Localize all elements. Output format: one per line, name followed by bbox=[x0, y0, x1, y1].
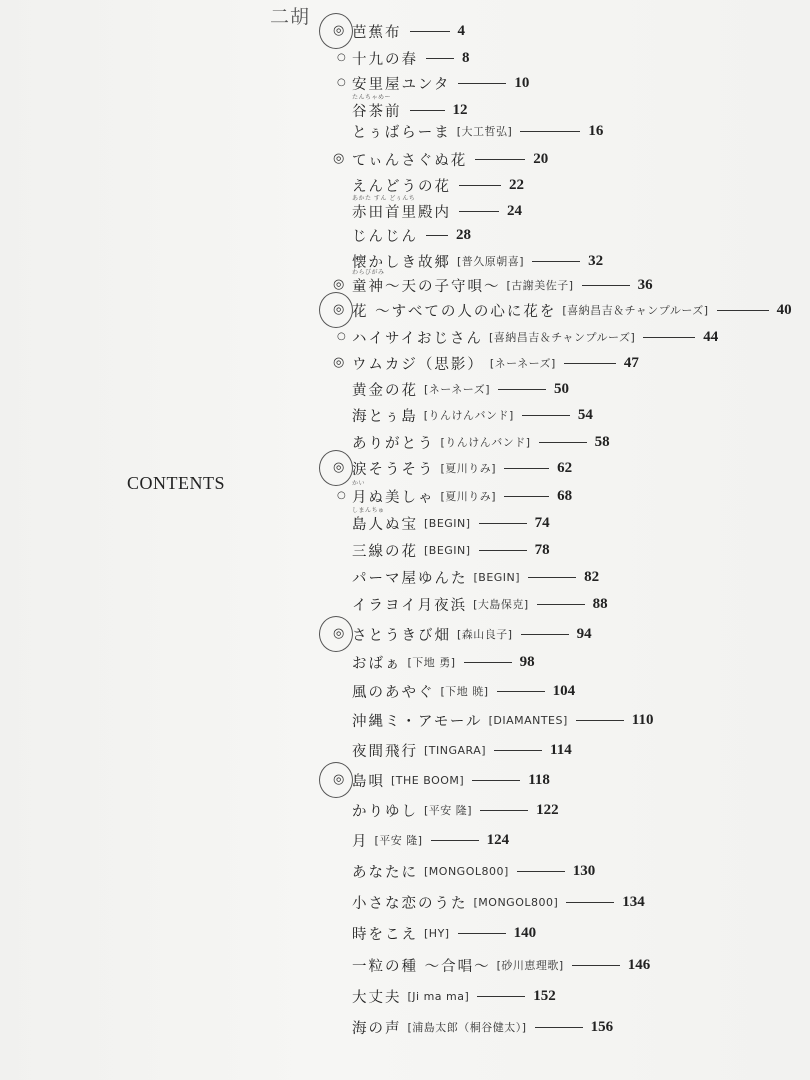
toc-entry bbox=[352, 324, 718, 350]
toc-artist: [THE BOOM] bbox=[391, 773, 465, 787]
toc-artist: [TINGARA] bbox=[424, 743, 487, 757]
toc-leader-line bbox=[582, 285, 630, 286]
double-circle-mark-icon: ◎ bbox=[333, 302, 345, 317]
toc-leader-line bbox=[464, 662, 512, 663]
toc-title: 大丈夫 bbox=[352, 989, 402, 1006]
toc-page-number: 20 bbox=[533, 150, 549, 167]
toc-title-wrap bbox=[352, 73, 450, 94]
toc-entry bbox=[352, 827, 509, 853]
double-circle-mark-icon: ◎ bbox=[333, 277, 345, 292]
toc-title: 涙そうそう bbox=[352, 461, 435, 478]
pen-circle-annotation bbox=[319, 616, 353, 652]
toc-page-number: 22 bbox=[509, 176, 524, 193]
toc-page-number: 88 bbox=[592, 595, 608, 612]
toc-title: 風のあやぐ bbox=[352, 684, 435, 701]
pen-circle-annotation bbox=[319, 762, 353, 798]
toc-entry bbox=[352, 146, 548, 172]
toc-title: 沖縄ミ・アモール bbox=[352, 713, 483, 730]
toc-page-number: 36 bbox=[637, 276, 653, 293]
toc-page-number: 54 bbox=[577, 406, 593, 423]
toc-artist: [MONGOL800] bbox=[473, 895, 559, 909]
toc-page-number: 118 bbox=[528, 771, 550, 788]
toc-entry bbox=[352, 767, 550, 793]
double-circle-mark-icon: ◎ bbox=[333, 460, 345, 475]
toc-leader-line bbox=[539, 442, 587, 443]
toc-leader-line bbox=[494, 750, 542, 751]
toc-title-wrap bbox=[352, 194, 451, 222]
toc-title-wrap bbox=[352, 479, 435, 507]
toc-ruby: わらびがみ bbox=[352, 268, 385, 276]
toc-artist: [ネーネーズ] bbox=[424, 383, 490, 396]
toc-artist: [森山良子] bbox=[457, 628, 513, 641]
toc-entry bbox=[352, 537, 550, 563]
toc-page-number: 40 bbox=[776, 301, 792, 318]
toc-title-wrap bbox=[352, 506, 418, 534]
toc-leader-line bbox=[517, 871, 565, 872]
toc-leader-line bbox=[479, 523, 527, 524]
circle-mark-icon: ○ bbox=[337, 52, 346, 63]
pen-circle-annotation bbox=[319, 450, 353, 486]
toc-leader-line bbox=[643, 337, 695, 338]
toc-title-wrap bbox=[352, 594, 467, 615]
toc-entry bbox=[352, 920, 536, 946]
toc-leader-line bbox=[410, 31, 450, 32]
toc-page-number: 122 bbox=[536, 801, 559, 818]
toc-artist: [ネーネーズ] bbox=[489, 357, 556, 370]
toc-title: とぅばらーま bbox=[352, 124, 451, 141]
toc-page-number: 47 bbox=[623, 354, 639, 371]
toc-artist: [りんけんバンド] bbox=[440, 436, 531, 449]
toc-title: 芭蕉布 bbox=[352, 24, 402, 41]
toc-artist: [砂川恵理歌] bbox=[496, 959, 564, 972]
toc-leader-line bbox=[479, 550, 527, 551]
toc-entry bbox=[352, 18, 465, 44]
toc-leader-line bbox=[566, 902, 614, 903]
toc-ruby: あかた すん どぅんち bbox=[352, 194, 416, 202]
toc-leader-line bbox=[498, 389, 546, 390]
toc-artist: [下地 勇] bbox=[407, 656, 456, 669]
toc-page-number: 50 bbox=[553, 380, 569, 397]
toc-entry bbox=[352, 983, 556, 1009]
toc-title-wrap bbox=[352, 300, 556, 321]
toc-artist: [大工哲弘] bbox=[456, 125, 513, 138]
toc-entry bbox=[352, 678, 575, 704]
toc-title-wrap bbox=[352, 268, 501, 296]
toc-title-wrap bbox=[352, 861, 418, 882]
toc-page-number: 8 bbox=[462, 49, 470, 66]
toc-title-wrap bbox=[352, 540, 418, 561]
toc-title-wrap bbox=[352, 225, 418, 246]
toc-page-number: 28 bbox=[456, 226, 471, 243]
toc-leader-line bbox=[504, 496, 549, 497]
toc-artist: [BEGIN] bbox=[424, 516, 471, 530]
double-circle-mark-icon: ◎ bbox=[333, 355, 345, 370]
toc-title-wrap bbox=[352, 923, 418, 944]
toc-title-wrap bbox=[352, 986, 402, 1007]
toc-entry bbox=[352, 268, 653, 298]
toc-entry bbox=[352, 479, 573, 509]
toc-title-wrap bbox=[352, 770, 385, 791]
toc-title-wrap bbox=[352, 710, 483, 731]
toc-leader-line bbox=[477, 996, 525, 997]
toc-leader-line bbox=[520, 131, 580, 132]
toc-title: 時をこえ bbox=[352, 926, 418, 943]
toc-entry bbox=[352, 194, 522, 224]
toc-title: あなたに bbox=[352, 864, 418, 881]
toc-artist: [下地 暁] bbox=[440, 685, 489, 698]
toc-page-number: 98 bbox=[519, 653, 535, 670]
toc-artist: [Ji ma ma] bbox=[407, 989, 470, 1003]
toc-artist: [BEGIN] bbox=[473, 570, 521, 584]
toc-artist: [夏川りみ] bbox=[440, 462, 497, 475]
toc-page-number: 58 bbox=[594, 433, 610, 450]
toc-title: 花 ～すべての人の心に花を bbox=[352, 303, 557, 320]
toc-title-wrap bbox=[352, 830, 369, 851]
toc-artist: [平安 隆] bbox=[374, 834, 423, 847]
toc-page-number: 16 bbox=[588, 122, 604, 139]
toc-leader-line bbox=[521, 634, 569, 635]
toc-page-number: 124 bbox=[486, 831, 510, 848]
toc-entry bbox=[352, 45, 470, 71]
toc-page-number: 146 bbox=[627, 956, 651, 973]
toc-ruby: かい bbox=[352, 479, 366, 487]
toc-leader-line bbox=[472, 780, 520, 781]
toc-title: ウムカジ（思影） bbox=[352, 356, 484, 373]
circle-mark-icon: ○ bbox=[337, 331, 346, 342]
contents-heading: CONTENTS bbox=[127, 473, 225, 493]
toc-page-number: 152 bbox=[533, 987, 556, 1004]
toc-title-wrap bbox=[352, 48, 418, 69]
toc-leader-line bbox=[431, 840, 479, 841]
toc-title: てぃんさぐぬ花 bbox=[352, 152, 468, 169]
toc-entry bbox=[352, 402, 593, 428]
toc-artist: [喜納昌吉＆チャンプルーズ] bbox=[562, 304, 709, 317]
toc-page-number: 130 bbox=[572, 862, 596, 879]
toc-title: 童神～天の子守唄～ bbox=[352, 278, 501, 295]
toc-title: 小さな恋のうた bbox=[352, 895, 468, 912]
toc-page-number: 10 bbox=[514, 74, 530, 91]
toc-page-number: 82 bbox=[584, 568, 600, 585]
toc-page-number: 140 bbox=[513, 924, 537, 941]
toc-title-wrap bbox=[352, 740, 418, 761]
toc-title-wrap bbox=[352, 327, 483, 348]
toc-artist: [夏川りみ] bbox=[440, 490, 497, 503]
toc-ruby: しまんちゅ bbox=[352, 506, 385, 514]
toc-artist: [DIAMANTES] bbox=[488, 713, 568, 727]
toc-page-number: 104 bbox=[552, 682, 576, 699]
double-circle-mark-icon: ◎ bbox=[333, 772, 345, 787]
toc-title-wrap bbox=[352, 353, 484, 374]
toc-title-wrap bbox=[352, 432, 435, 453]
toc-title: 一粒の種 ～合唱～ bbox=[352, 958, 491, 975]
double-circle-mark-icon: ◎ bbox=[333, 23, 345, 38]
toc-entry bbox=[352, 350, 639, 376]
toc-leader-line bbox=[522, 415, 570, 416]
toc-artist: [浦島太郎（桐谷健太）] bbox=[407, 1021, 527, 1034]
toc-artist: [りんけんバンド] bbox=[423, 409, 514, 422]
toc-page-number: 62 bbox=[557, 459, 573, 476]
toc-title: 島人ぬ宝 bbox=[352, 516, 418, 533]
toc-title: 海とぅ島 bbox=[352, 408, 418, 425]
toc-artist: [古謝美佐子] bbox=[506, 279, 574, 292]
toc-page-number: 114 bbox=[550, 741, 572, 758]
toc-artist: [普久原朝喜] bbox=[457, 255, 525, 268]
toc-entry bbox=[352, 621, 592, 647]
toc-leader-line bbox=[459, 185, 501, 186]
circle-mark-icon: ○ bbox=[337, 490, 346, 501]
toc-title: えんどうの花 bbox=[352, 178, 451, 195]
toc-artist: [BEGIN] bbox=[424, 543, 471, 557]
toc-title: 安里屋ユンタ bbox=[352, 76, 451, 93]
toc-title: 海の声 bbox=[352, 1020, 402, 1037]
toc-entry bbox=[352, 376, 569, 402]
toc-title: 夜間飛行 bbox=[352, 743, 418, 760]
toc-page-number: 134 bbox=[622, 893, 645, 910]
toc-title: 月ぬ美しゃ bbox=[352, 489, 435, 506]
toc-title-wrap bbox=[352, 567, 468, 588]
handwritten-note: 二胡 bbox=[270, 6, 311, 28]
toc-entry bbox=[352, 737, 572, 763]
toc-entry bbox=[352, 591, 608, 617]
toc-leader-line bbox=[504, 468, 549, 469]
toc-leader-line bbox=[528, 577, 576, 578]
toc-entry bbox=[352, 455, 572, 481]
toc-title: かりゆし bbox=[352, 803, 418, 820]
toc-leader-line bbox=[572, 965, 620, 966]
toc-title: 懐かしき故郷 bbox=[352, 254, 451, 271]
toc-leader-line bbox=[717, 310, 769, 311]
toc-entry bbox=[352, 952, 650, 978]
toc-entry bbox=[352, 118, 603, 144]
toc-leader-line bbox=[537, 604, 585, 605]
toc-title: イラヨイ月夜浜 bbox=[352, 597, 468, 614]
toc-leader-line bbox=[480, 810, 528, 811]
toc-title-wrap bbox=[352, 681, 435, 702]
toc-title-wrap bbox=[352, 458, 435, 479]
toc-title-wrap bbox=[352, 1017, 402, 1038]
toc-leader-line bbox=[535, 1027, 583, 1028]
toc-title: パーマ屋ゆんた bbox=[352, 570, 468, 587]
toc-page-number: 32 bbox=[588, 252, 604, 269]
toc-title: 十九の春 bbox=[352, 51, 418, 68]
toc-entry bbox=[352, 649, 535, 675]
toc-artist: [MONGOL800] bbox=[424, 864, 509, 878]
circle-mark-icon: ○ bbox=[337, 77, 346, 88]
toc-page-number: 24 bbox=[507, 202, 522, 219]
toc-page-number: 44 bbox=[703, 328, 719, 345]
toc-page-number: 12 bbox=[452, 101, 468, 118]
toc-entry bbox=[352, 858, 595, 884]
toc-leader-line bbox=[532, 261, 580, 262]
toc-artist: [HY] bbox=[424, 926, 450, 940]
toc-entry bbox=[352, 889, 645, 915]
toc-title: じんじん bbox=[352, 228, 418, 245]
toc-title: 月 bbox=[352, 833, 369, 850]
toc-title-wrap bbox=[352, 892, 468, 913]
toc-entry bbox=[352, 297, 792, 323]
toc-entry bbox=[352, 506, 550, 536]
toc-entry bbox=[352, 248, 603, 274]
toc-leader-line bbox=[497, 691, 545, 692]
toc-title: ハイサイおじさん bbox=[352, 330, 483, 347]
toc-title-wrap bbox=[352, 21, 402, 42]
toc-title: おばぁ bbox=[352, 655, 402, 672]
toc-title-wrap bbox=[352, 652, 402, 673]
toc-page-number: 74 bbox=[534, 514, 550, 531]
toc-title: 三線の花 bbox=[352, 543, 418, 560]
toc-page-number: 78 bbox=[534, 541, 550, 558]
toc-title-wrap bbox=[352, 405, 418, 426]
double-circle-mark-icon: ◎ bbox=[333, 626, 345, 641]
toc-title: 赤田首里殿内 bbox=[352, 204, 451, 221]
pen-circle-annotation bbox=[319, 292, 353, 328]
toc-title-wrap bbox=[352, 121, 451, 142]
toc-leader-line bbox=[426, 58, 454, 59]
toc-page-number: 110 bbox=[631, 711, 654, 728]
toc-entry bbox=[352, 1014, 613, 1040]
toc-leader-line bbox=[459, 211, 499, 212]
toc-entry bbox=[352, 707, 653, 733]
toc-leader-line bbox=[576, 720, 624, 721]
toc-title-wrap bbox=[352, 800, 418, 821]
toc-title: 島唄 bbox=[352, 773, 385, 790]
toc-page-number: 94 bbox=[576, 625, 592, 642]
toc-ruby: たんちゃめー bbox=[352, 93, 392, 101]
toc-entry bbox=[352, 222, 471, 248]
pen-circle-annotation bbox=[319, 13, 353, 49]
toc-title: さとうきび畑 bbox=[352, 627, 451, 644]
toc-title: 黄金の花 bbox=[352, 382, 418, 399]
toc-leader-line bbox=[410, 110, 445, 111]
toc-leader-line bbox=[458, 933, 506, 934]
toc-entry bbox=[352, 797, 559, 823]
toc-page-number: 68 bbox=[557, 487, 573, 504]
toc-page-number: 4 bbox=[457, 22, 465, 39]
toc-title-wrap bbox=[352, 149, 467, 170]
toc-entry bbox=[352, 429, 610, 455]
toc-artist: [平安 隆] bbox=[424, 804, 473, 817]
toc-artist: [大島保克] bbox=[473, 598, 529, 611]
toc-title-wrap bbox=[352, 624, 451, 645]
toc-title: ありがとう bbox=[352, 435, 435, 452]
toc-entry bbox=[352, 564, 599, 590]
toc-title-wrap bbox=[352, 955, 491, 976]
toc-leader-line bbox=[458, 83, 506, 84]
toc-artist: [喜納昌吉＆チャンプルーズ] bbox=[488, 331, 636, 344]
toc-title: 谷茶前 bbox=[352, 103, 402, 120]
toc-leader-line bbox=[475, 159, 525, 160]
toc-page-number: 156 bbox=[590, 1018, 614, 1035]
toc-leader-line bbox=[426, 235, 448, 236]
toc-title-wrap bbox=[352, 379, 418, 400]
double-circle-mark-icon: ◎ bbox=[333, 151, 345, 166]
toc-leader-line bbox=[564, 363, 616, 364]
